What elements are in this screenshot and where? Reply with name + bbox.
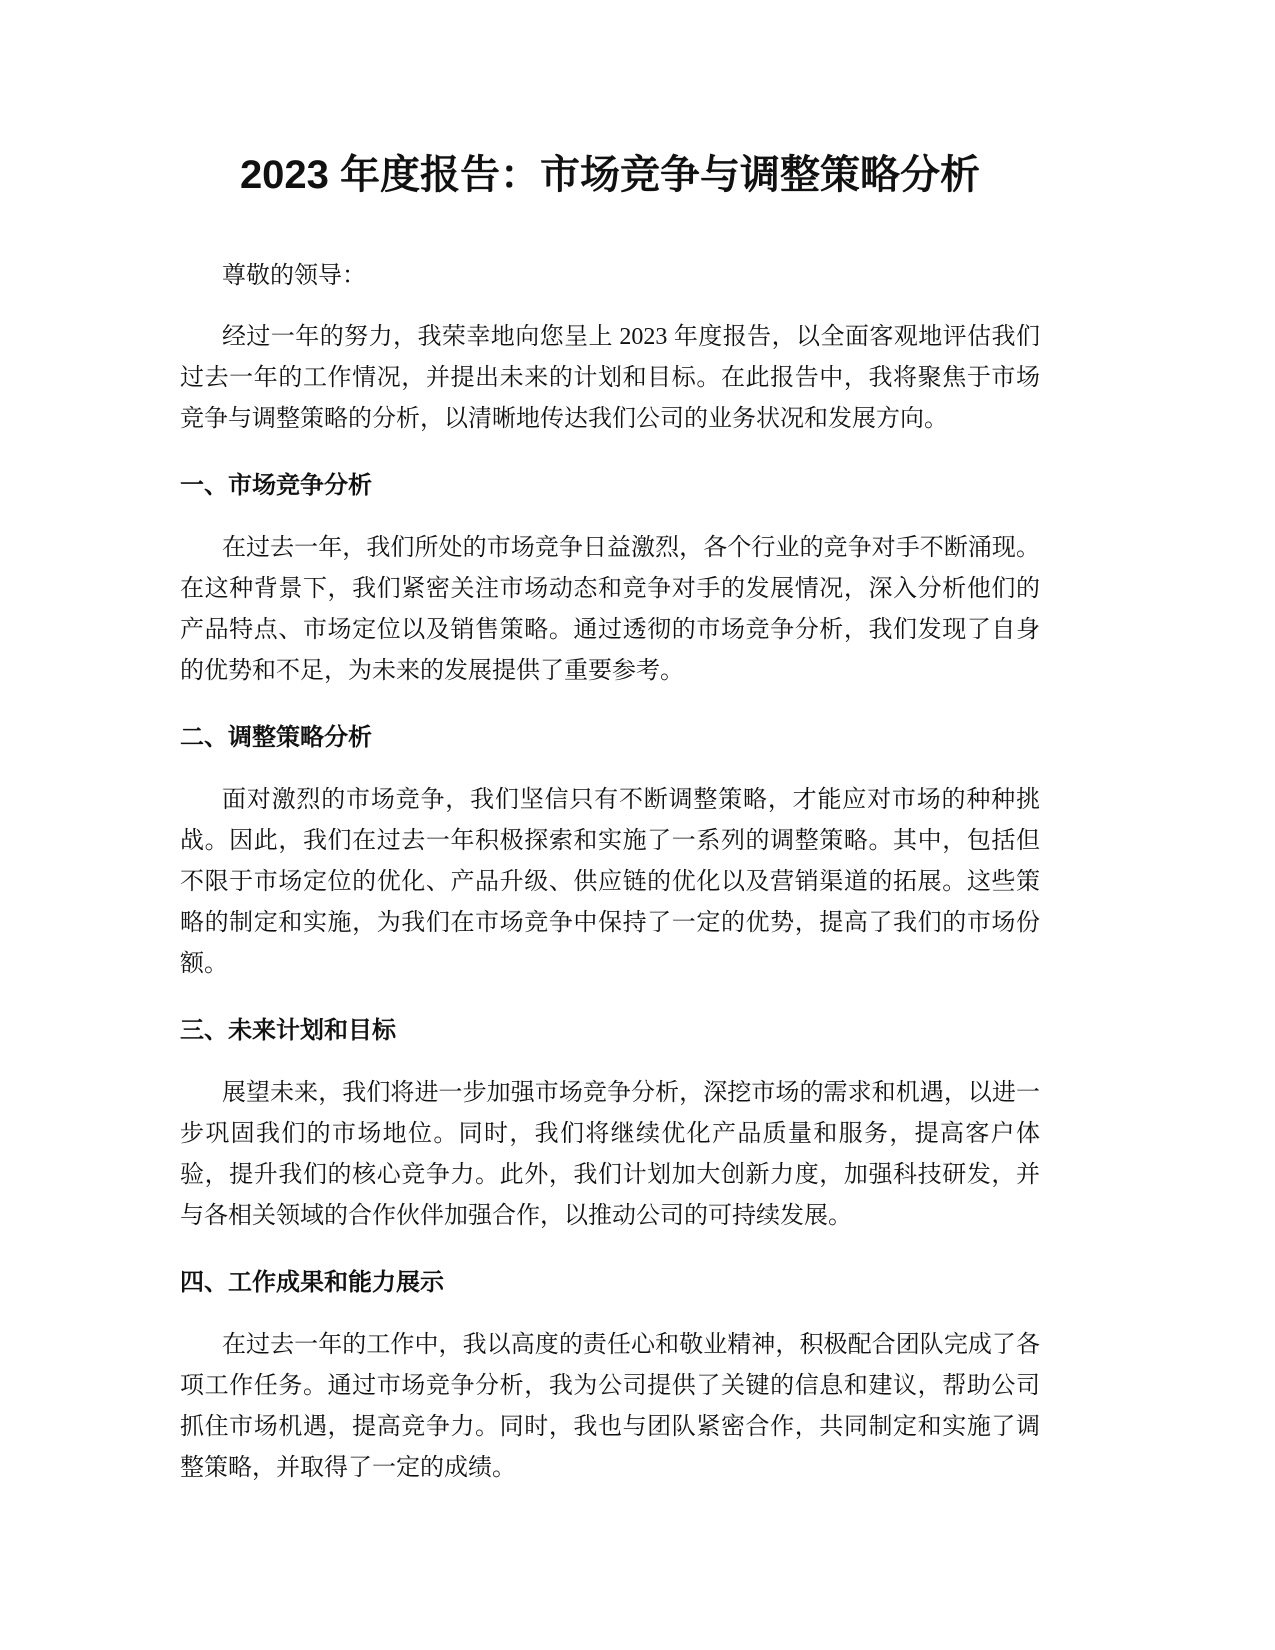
section-heading-strategy-adjustment: 二、调整策略分析 — [180, 724, 372, 751]
page-title: 2023 年度报告：市场竞争与调整策略分析 — [239, 153, 981, 197]
section-body-strategy-adjustment: 面对激烈的市场竞争，我们坚信只有不断调整策略，才能应对市场的种种挑战。因此，我们在过去一年积极探索和实施了一系列的调整策略。其中，包括但不限于市场定位的优化、产品升级、供应链的优化以及营销渠道的拓展。这些策略的制定和实施，为我们在市场竞争中保持了一定的优势，提高了我们的市场份额。 — [180, 787, 1040, 977]
section-body-future-plans: 展望未来，我们将进一步加强市场竞争分析，深挖市场的需求和机遇，以进一步巩固我们的市场地位。同时，我们将继续优化产品质量和服务，提高客户体验，提升我们的核心竞争力。此外，我们计划加大创新力度，加强科技研发，并与各相关领域的合作伙伴加强合作，以推动公司的可持续发展。 — [180, 1080, 1040, 1229]
section-heading-market-competition: 一、市场竞争分析 — [180, 472, 372, 499]
section-heading-work-results: 四、工作成果和能力展示 — [180, 1269, 444, 1296]
section-heading-future-plans: 三、未来计划和目标 — [180, 1017, 396, 1044]
document-page — [180, 140, 1040, 1515]
greeting: 尊敬的领导： — [222, 263, 366, 289]
section-body-market-competition: 在过去一年，我们所处的市场竞争日益激烈，各个行业的竞争对手不断涌现。在这种背景下，我们紧密关注市场动态和竞争对手的发展情况，深入分析他们的产品特点、市场定位以及销售策略。通过透彻的市场竞争分析，我们发现了自身的优势和不足，为未来的发展提供了重要参考。 — [180, 535, 1040, 684]
section-body-work-results: 在过去一年的工作中，我以高度的责任心和敬业精神，积极配合团队完成了各项工作任务。通过市场竞争分析，我为公司提供了关键的信息和建议，帮助公司抓住市场机遇，提高竞争力。同时，我也与团队紧密合作，共同制定和实施了调整策略，并取得了一定的成绩。 — [180, 1332, 1040, 1481]
intro-paragraph: 经过一年的努力，我荣幸地向您呈上 2023 年度报告，以全面客观地评估我们过去一年的工作情况，并提出未来的计划和目标。在此报告中，我将聚焦于市场竞争与调整策略的分析，以清晰地传达我们公司的业务状况和发展方向。 — [180, 324, 1040, 432]
